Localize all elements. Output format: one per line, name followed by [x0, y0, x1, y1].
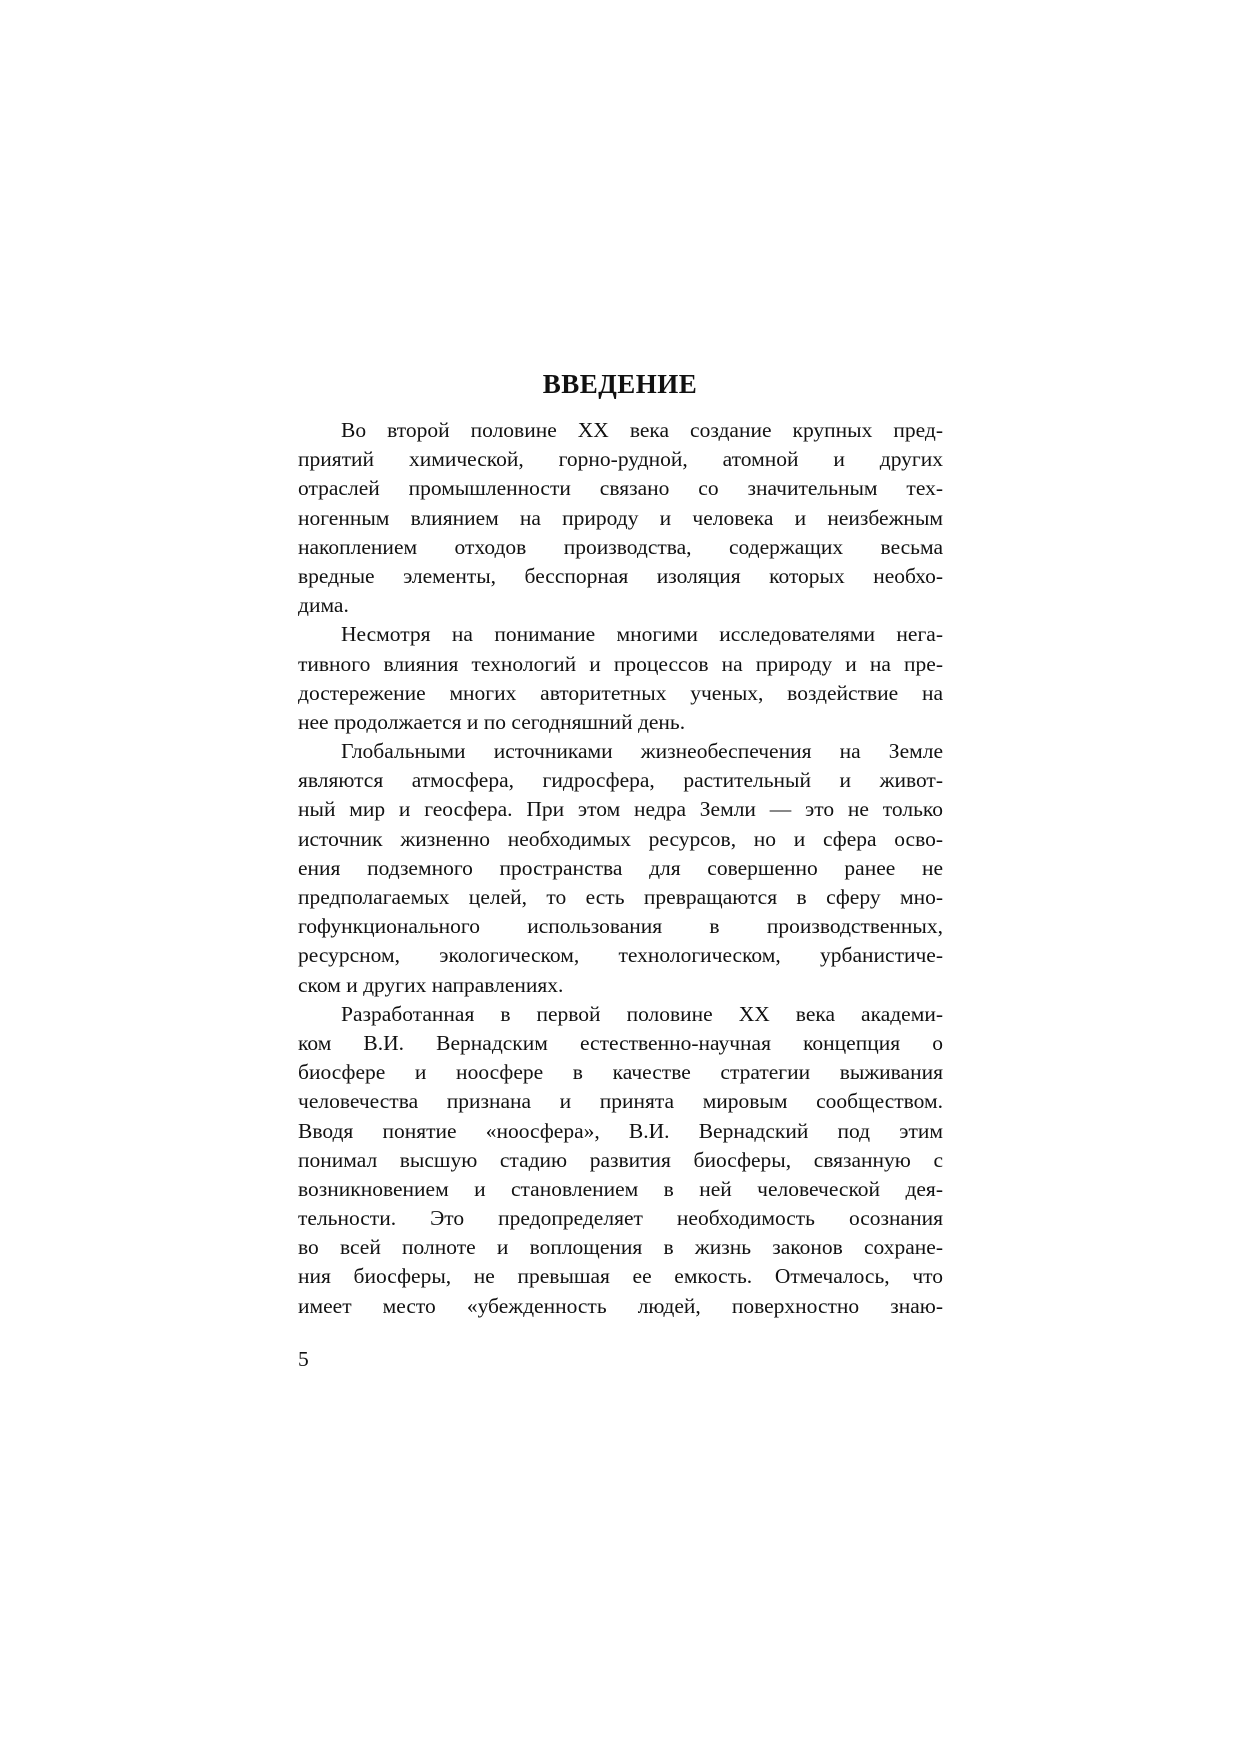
text-line: во всей полноте и воплощения в жизнь законов сохране- [298, 1235, 943, 1260]
text-line: предполагаемых целей, то есть превращаются в сферу мно- [298, 885, 943, 909]
body-text [298, 416, 943, 1321]
text-line: имеет место «убежденность людей, поверхностно знаю- [298, 1293, 943, 1318]
text-line: биосфере и ноосфере в качестве стратегии выживания [298, 1060, 943, 1085]
text-line: понимал высшую стадию развития биосферы, связанную с [298, 1147, 943, 1172]
text-line: ногенным влиянием на природу и человека и неизбежным [298, 505, 943, 530]
text-line: приятий химической, горно-рудной, атомной и других [298, 447, 943, 472]
text-line: Несмотря на понимание многими исследователями нега- [341, 622, 943, 647]
text-line: нее продолжается и по сегодняшний день. [298, 709, 686, 734]
text-line: ресурсном, экологическом, технологическом, урбанистиче- [298, 943, 943, 968]
text-line: ния биосферы, не превышая ее емкость. Отмечалось, что [298, 1264, 943, 1289]
text-line: тивного влияния технологий и процессов на природу и на пре- [298, 651, 943, 676]
text-line: ный мир и геосфера. При этом недра Земли — это не только [298, 797, 943, 822]
text-line: источник жизненно необходимых ресурсов, но и сфера осво- [298, 826, 943, 851]
text-line: вредные элементы, бесспорная изоляция которых необхо- [298, 563, 943, 588]
text-line: отраслей промышленности связано со значительным тех- [298, 476, 943, 501]
text-line: Разработанная в первой половине XX века академи- [341, 1001, 943, 1026]
text-line: Во второй половине XX века создание крупных пред- [341, 418, 943, 442]
text-line: Вводя понятие «ноосфера», В.И. Вернадский под этим [298, 1118, 943, 1143]
text-line: являются атмосфера, гидросфера, растительный и живот- [298, 768, 943, 793]
page-number: 5 [298, 1347, 309, 1371]
text-line: дима. [298, 593, 349, 618]
page-title: ВВЕДЕНИЕ [542, 369, 698, 400]
text-line: Глобальными источниками жизнеобеспечения на Земле [341, 739, 943, 764]
text-line: человечества признана и принята мировым сообществом. [298, 1089, 943, 1114]
text-line: ском и других направлениях. [298, 972, 564, 997]
text-line: возникновением и становлением в ней человеческой дея- [298, 1176, 943, 1201]
text-line: тельности. Это предопределяет необходимость осознания [298, 1206, 943, 1231]
text-line: ения подземного пространства для совершенно ранее не [298, 855, 943, 880]
text-line: накоплением отходов производства, содержащих весьма [298, 534, 943, 559]
text-line: гофункционального использования в производственных, [298, 914, 943, 939]
text-line: достережение многих авторитетных ученых, воздействие на [298, 680, 943, 705]
text-line: ком В.И. Вернадским естественно-научная концепция о [298, 1030, 943, 1055]
